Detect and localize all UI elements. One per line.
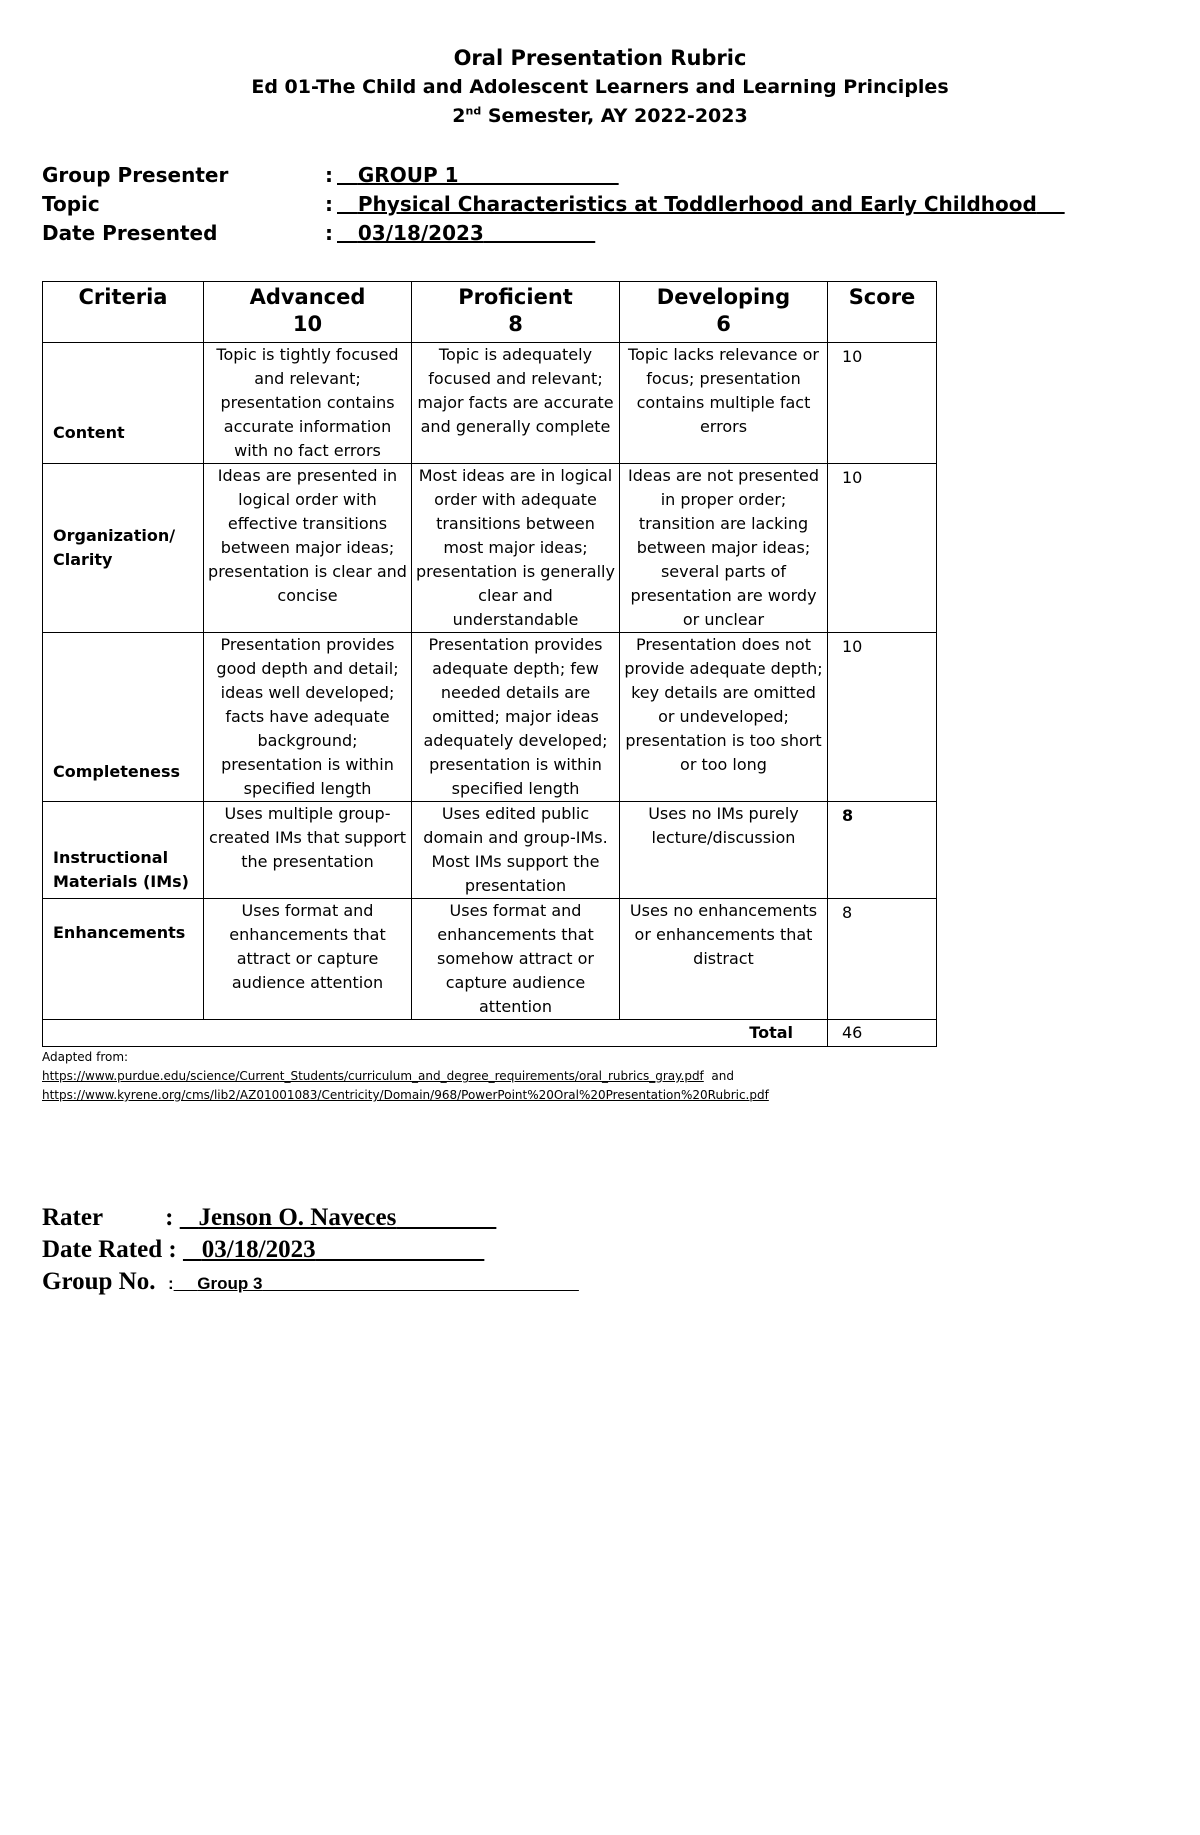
advanced-cell: Ideas are presented in logical order with effective transitions between major ideas; presentation is clear and concise bbox=[204, 464, 412, 633]
date-presented-label: Date Presented bbox=[42, 221, 218, 245]
proficient-cell: Uses edited public domain and group-IMs. Most IMs support the presentation bbox=[412, 802, 620, 899]
colon: : bbox=[168, 1236, 177, 1263]
score-cell: 10 bbox=[828, 343, 937, 464]
group-presenter-row bbox=[42, 163, 1065, 192]
group-no-row bbox=[42, 1266, 579, 1298]
score-cell: 8 bbox=[828, 802, 937, 899]
criterion-content: Content bbox=[43, 343, 204, 464]
date-rated-row bbox=[42, 1234, 579, 1266]
rubric-table bbox=[42, 281, 937, 1047]
developing-cell: Topic lacks relevance or focus; presentation contains multiple fact errors bbox=[620, 343, 828, 464]
colon: : bbox=[165, 1204, 174, 1231]
colon: : bbox=[325, 221, 333, 245]
semester-suffix: nd bbox=[465, 104, 482, 118]
score-cell: 10 bbox=[828, 633, 937, 802]
adapted-line-1 bbox=[42, 1067, 769, 1086]
table-row bbox=[43, 343, 937, 464]
advanced-cell: Presentation provides good depth and detail; ideas well developed; facts have adequate background; presentation is within specified length bbox=[204, 633, 412, 802]
developing-cell: Uses no enhancements or enhancements that distract bbox=[620, 899, 828, 1020]
advanced-cell: Topic is tightly focused and relevant; presentation contains accurate information with no fact errors bbox=[204, 343, 412, 464]
adapted-label: Adapted from: bbox=[42, 1050, 129, 1064]
title-block bbox=[0, 44, 1200, 131]
group-no-value: Group 3 bbox=[197, 1274, 263, 1293]
header-developing: Developing 6 bbox=[620, 282, 828, 343]
advanced-cell: Uses multiple group-created IMs that support the presentation bbox=[204, 802, 412, 899]
semester-rest: Semester, AY 2022-2023 bbox=[481, 105, 748, 127]
course-title: Ed 01-The Child and Adolescent Learners and Learning Principles bbox=[251, 76, 949, 98]
score-cell: 10 bbox=[828, 464, 937, 633]
header-criteria: Criteria bbox=[43, 282, 204, 343]
colon: : bbox=[325, 163, 333, 187]
header-advanced: Advanced 10 bbox=[204, 282, 412, 343]
table-row bbox=[43, 633, 937, 802]
adapted-line-2 bbox=[42, 1086, 769, 1105]
topic-label: Topic bbox=[42, 192, 100, 216]
table-row bbox=[43, 464, 937, 633]
source-link-kyrene[interactable]: https://www.kyrene.org/cms/lib2/AZ01001083/Centricity/Domain/968/PowerPoint%20Oral%20Presentation%20Rubric.pdf bbox=[42, 1088, 769, 1102]
proficient-cell: Presentation provides adequate depth; few needed details are omitted; major ideas adequately developed; presentation is within specified length bbox=[412, 633, 620, 802]
date-rated-value: 03/18/2023 bbox=[201, 1236, 316, 1263]
criterion-completeness: Completeness bbox=[43, 633, 204, 802]
group-presenter-label: Group Presenter bbox=[42, 163, 229, 187]
header-proficient: Proficient 8 bbox=[412, 282, 620, 343]
semester-number: 2 bbox=[452, 105, 466, 127]
rater-row bbox=[42, 1202, 579, 1234]
developing-cell: Uses no IMs purely lecture/discussion bbox=[620, 802, 828, 899]
semester-line bbox=[0, 102, 1200, 131]
table-header-row bbox=[43, 282, 937, 343]
total-value: 46 bbox=[828, 1020, 937, 1047]
group-presenter-value: GROUP 1 bbox=[357, 163, 459, 187]
rater-label: Rater bbox=[42, 1204, 103, 1231]
criterion-organization: Organization/ Clarity bbox=[43, 464, 204, 633]
proficient-cell: Most ideas are in logical order with adequate transitions between most major ideas; presentation is generally clear and understandable bbox=[412, 464, 620, 633]
page-title: Oral Presentation Rubric bbox=[453, 46, 747, 70]
table-row bbox=[43, 899, 937, 1020]
date-presented-value: 03/18/2023 bbox=[357, 221, 484, 245]
presentation-info bbox=[42, 163, 1065, 250]
criterion-instructional-materials: Instructional Materials (IMs) bbox=[43, 802, 204, 899]
rater-value: Jenson O. Naveces bbox=[198, 1204, 397, 1231]
group-no-label: Group No. bbox=[42, 1268, 156, 1295]
table-row bbox=[43, 802, 937, 899]
header-score: Score bbox=[828, 282, 937, 343]
developing-cell: Ideas are not presented in proper order; transition are lacking between major ideas; several parts of presentation are wordy or unclear bbox=[620, 464, 828, 633]
colon: : bbox=[325, 192, 333, 216]
proficient-cell: Topic is adequately focused and relevant; major facts are accurate and generally complete bbox=[412, 343, 620, 464]
adapted-from bbox=[42, 1048, 769, 1105]
developing-cell: Presentation does not provide adequate depth; key details are omitted or undeveloped; presentation is too short or too long bbox=[620, 633, 828, 802]
score-cell: 8 bbox=[828, 899, 937, 1020]
date-rated-label: Date Rated bbox=[42, 1236, 163, 1263]
colon: : bbox=[167, 1274, 174, 1293]
and-text: and bbox=[711, 1069, 734, 1083]
proficient-cell: Uses format and enhancements that somehow attract or capture audience attention bbox=[412, 899, 620, 1020]
criterion-enhancements: Enhancements bbox=[43, 899, 204, 1020]
source-link-purdue[interactable]: https://www.purdue.edu/science/Current_Students/curriculum_and_degree_requirements/oral_rubrics_gray.pdf bbox=[42, 1069, 704, 1083]
date-presented-row bbox=[42, 221, 1065, 250]
total-label: Total bbox=[43, 1020, 828, 1047]
topic-value: Physical Characteristics at Toddlerhood and Early Childhood bbox=[357, 192, 1037, 216]
total-row bbox=[43, 1020, 937, 1047]
advanced-cell: Uses format and enhancements that attract or capture audience attention bbox=[204, 899, 412, 1020]
rater-block bbox=[42, 1202, 579, 1298]
topic-row bbox=[42, 192, 1065, 221]
